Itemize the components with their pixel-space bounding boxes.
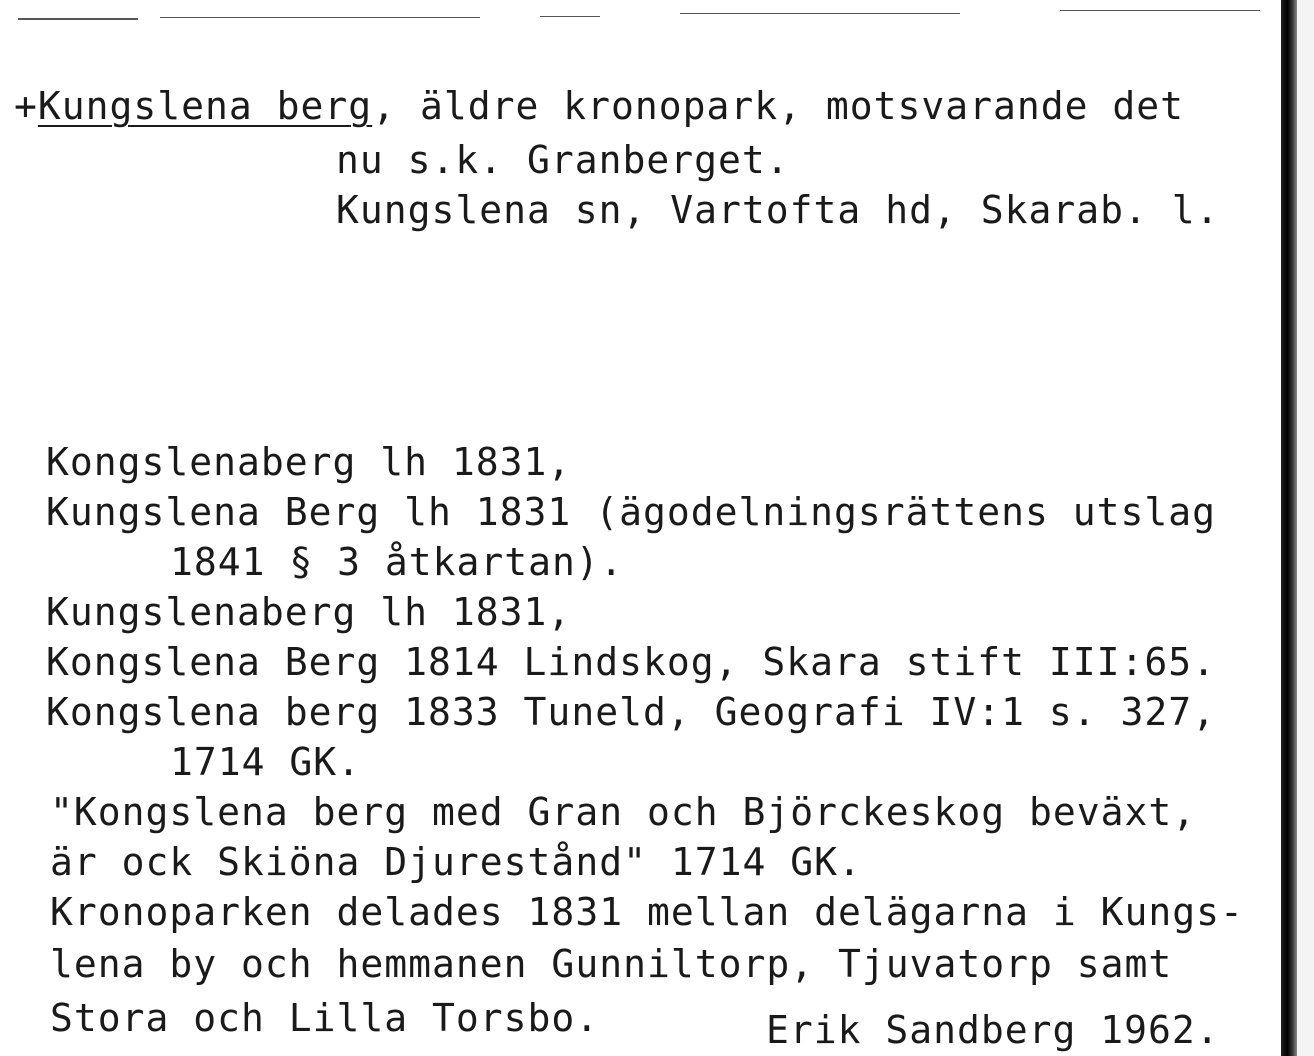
body-line: 1841 § 3 åtkartan). bbox=[170, 540, 624, 584]
top-edge-mark bbox=[1060, 10, 1260, 11]
header-line-3: Kungslena sn, Vartofta hd, Skarab. l. bbox=[336, 188, 1220, 232]
body-line: lena by och hemmanen Gunniltorp, Tjuvatorp samt bbox=[50, 942, 1173, 986]
body-line: Kongslena berg 1833 Tuneld, Geografi IV:1 s. 327, bbox=[46, 690, 1217, 734]
entry-marker: + bbox=[14, 84, 38, 128]
headword: Kungslena berg bbox=[37, 84, 373, 128]
header-line-1 bbox=[14, 84, 1184, 128]
body-line: "Kongslena berg med Gran och Björckeskog beväxt, bbox=[50, 790, 1197, 834]
top-edge-mark bbox=[540, 16, 600, 17]
top-edge-mark bbox=[160, 17, 480, 18]
body-line: 1714 GK. bbox=[170, 740, 362, 784]
card-right-edge bbox=[1281, 0, 1297, 1056]
body-line: Kongslena Berg 1814 Lindskog, Skara stift III:65. bbox=[46, 640, 1217, 684]
body-line: Kungslenaberg lh 1831, bbox=[46, 590, 572, 634]
body-line: Stora och Lilla Torsbo. bbox=[50, 996, 600, 1040]
body-line: Kongslenaberg lh 1831, bbox=[46, 440, 572, 484]
signature: Erik Sandberg 1962. bbox=[766, 1008, 1220, 1052]
body-line: Kungslena Berg lh 1831 (ägodelningsrättens utslag bbox=[46, 490, 1217, 534]
header-line-2: nu s.k. Granberget. bbox=[336, 138, 790, 182]
card-right-shadow bbox=[1297, 0, 1314, 1056]
body-line: Kronoparken delades 1831 mellan delägarna i Kungs- bbox=[50, 890, 1244, 934]
top-edge-mark bbox=[18, 18, 138, 20]
header-line-1-rest: , äldre kronopark, motsvarande det bbox=[372, 84, 1185, 128]
body-line: är ock Skiöna Djurestånd" 1714 GK. bbox=[50, 840, 862, 884]
top-edge-mark bbox=[680, 13, 960, 14]
